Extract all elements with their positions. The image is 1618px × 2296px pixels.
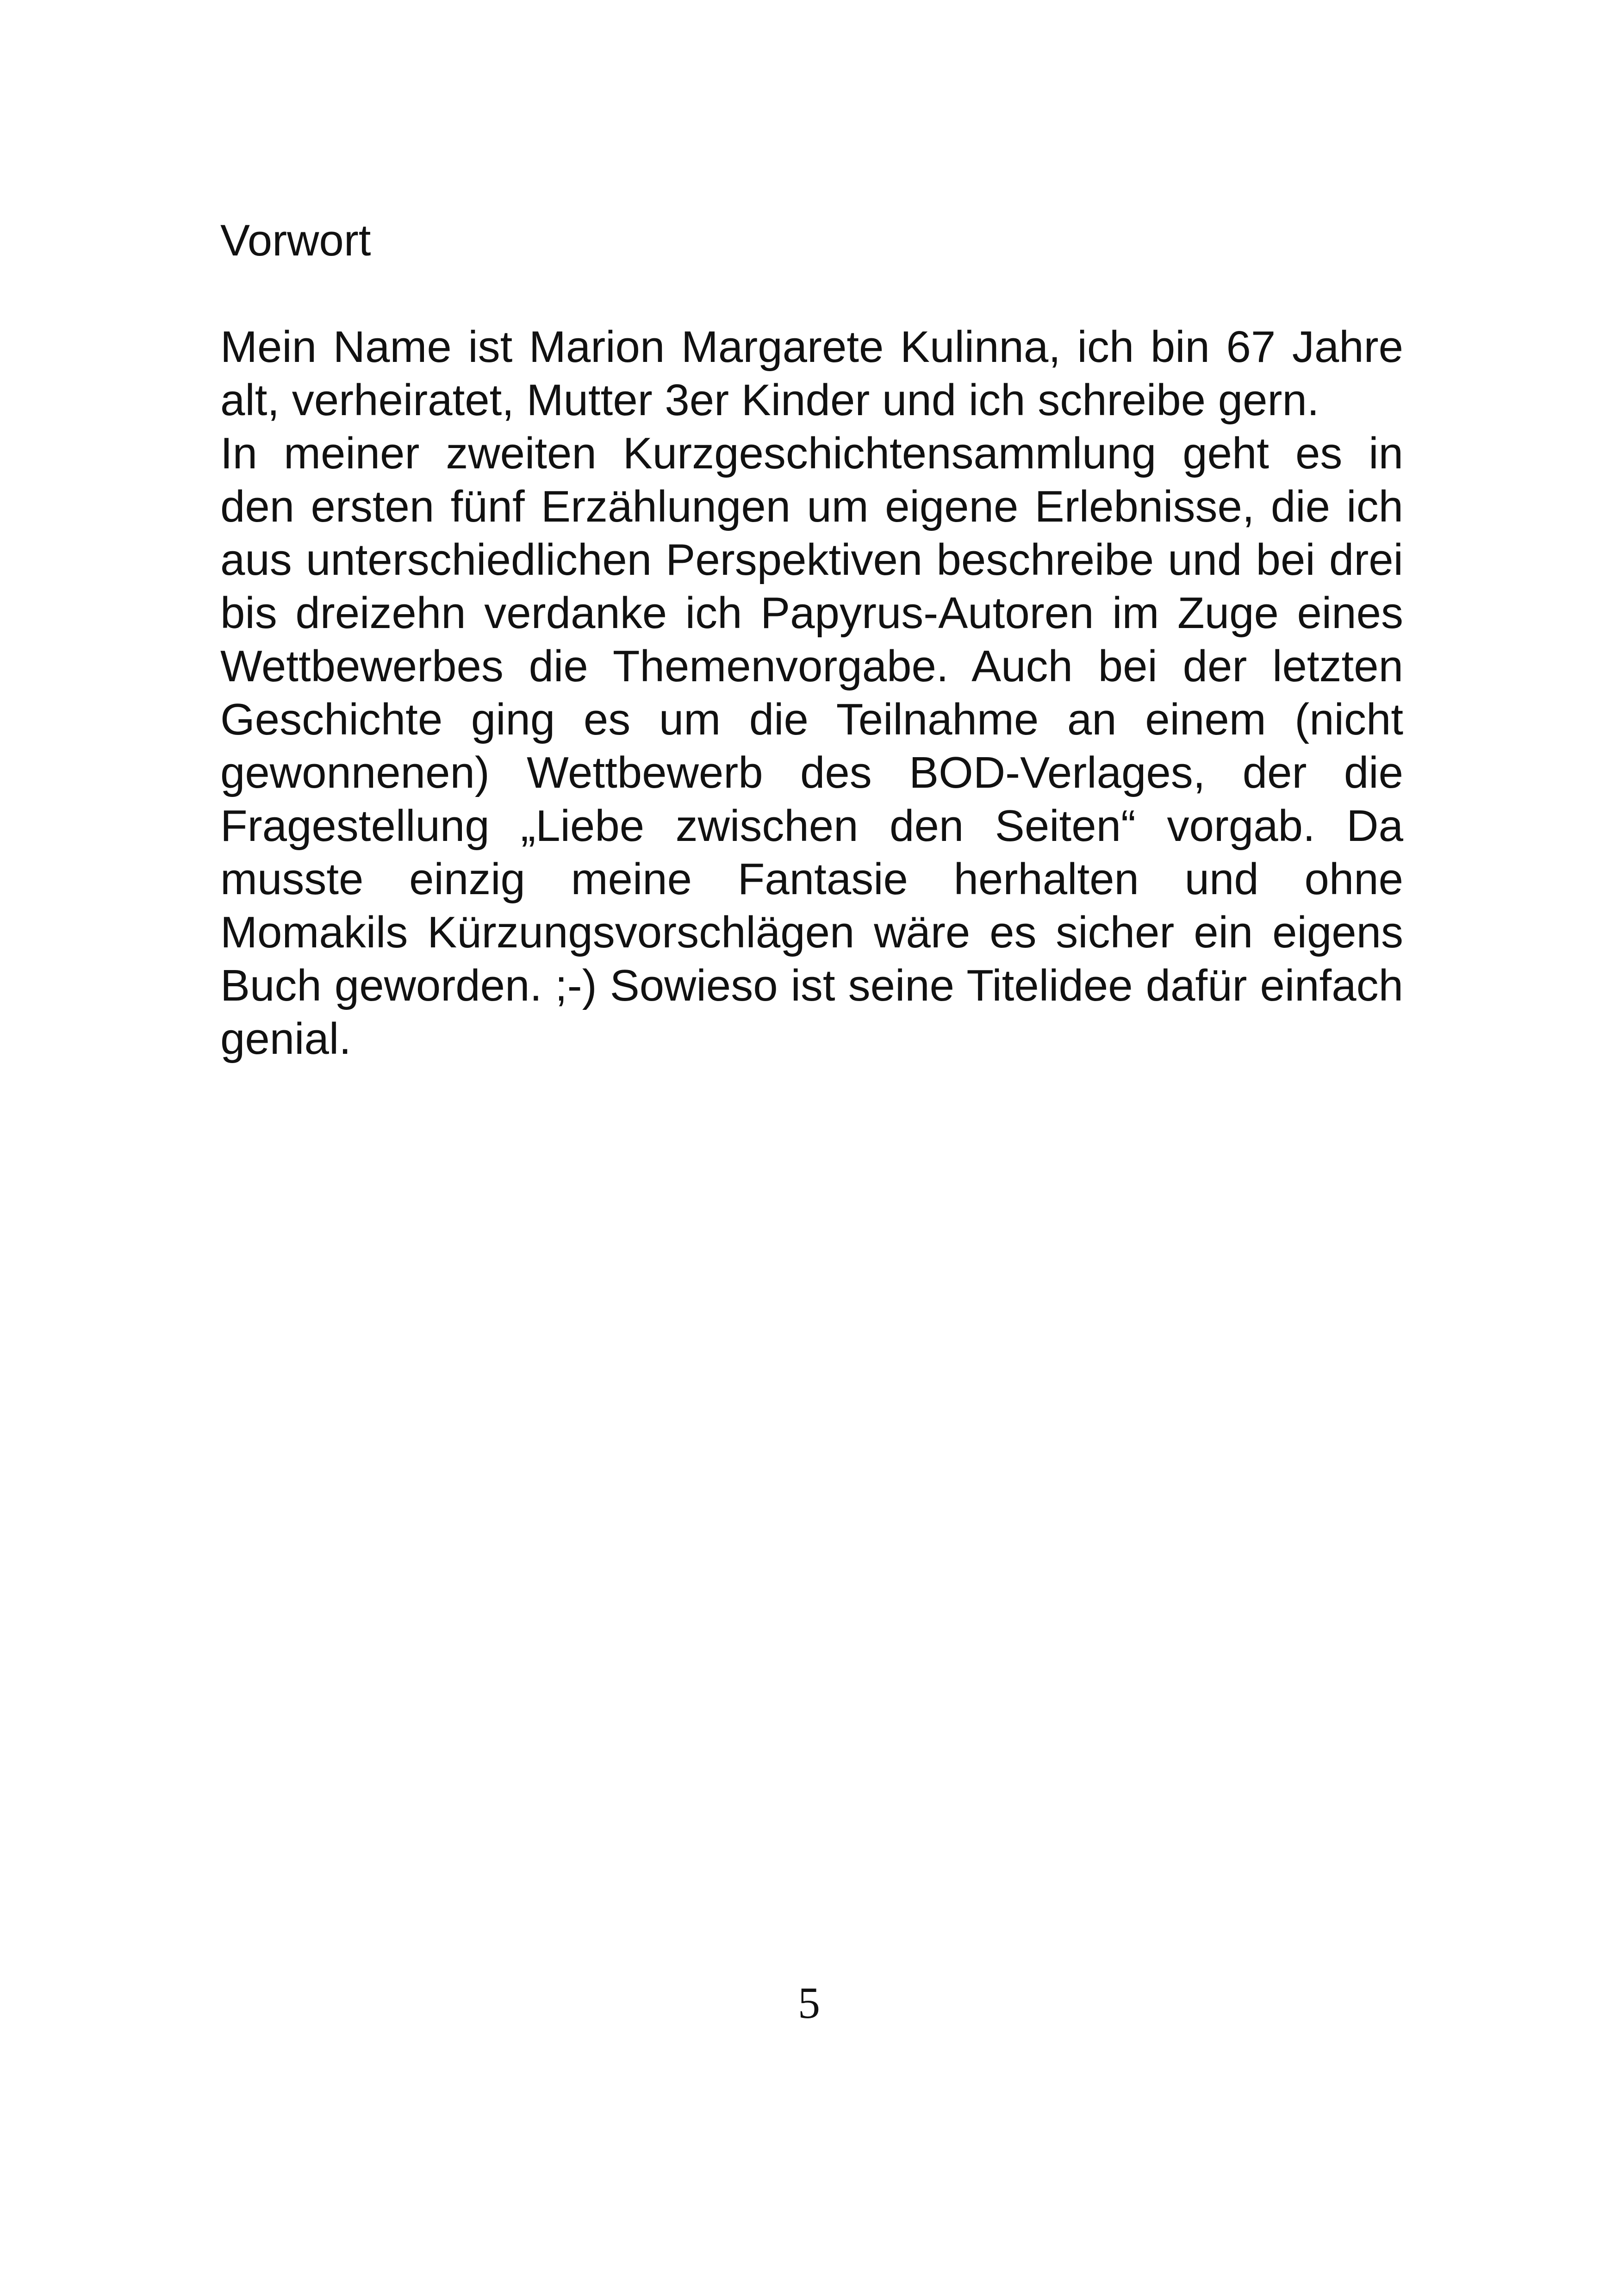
page-body [220,214,1403,1065]
heading-spacer [220,267,1403,320]
paragraph-collection: In meiner zweiten Kurzgeschichtensammlung geht es in den ersten fünf Erzählungen um eigene Erlebnisse, die ich aus unterschiedlichen Perspektiven beschreibe und bei drei bis dreizehn verdanke ich Papyrus-Autoren im Zuge eines Wettbewerbes die Themenvorgabe. Auch bei der letzten Geschichte ging es um die Teilnahme an einem (nicht gewonnenen) Wettbewerb des BOD-Verlages, der die Fragestellung „Liebe zwischen den Seiten“ vorgab. Da musste einzig meine Fantasie herhalten und ohne Momakils Kürzungsvorschlägen wäre es sicher ein eigens Buch geworden. ;-) Sowieso ist seine Titelidee dafür einfach genial. [220,429,1403,1064]
paragraph-intro: Mein Name ist Marion Margarete Kulinna, ich bin 67 Jahre alt, verheiratet, Mutter 3er Kinder und ich schreibe gern. [220,322,1403,425]
page-number: 5 [798,1978,820,2028]
page-title: Vorwort [220,216,371,265]
